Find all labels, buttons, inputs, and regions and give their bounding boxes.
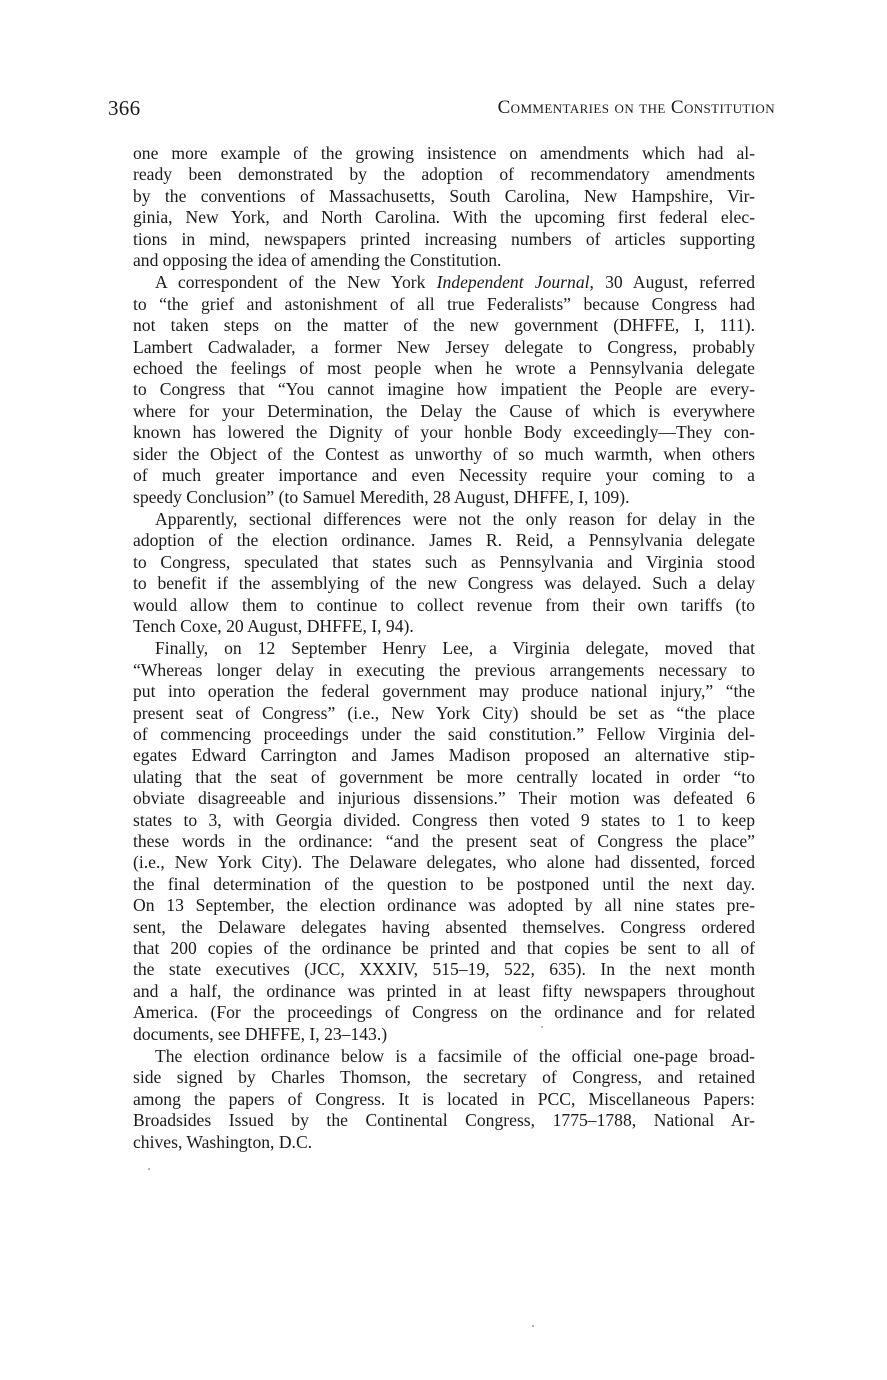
text-line: (i.e., New York City). The Delaware delegates, who alone had dissented, forced — [133, 852, 755, 873]
text-line: adoption of the election ordinance. James R. Reid, a Pennsylvania delegate — [133, 530, 755, 551]
text-line: these words in the ordinance: “and the present seat of Congress the place” — [133, 831, 755, 851]
text-run: A correspondent of the New York — [155, 272, 437, 293]
text-line: by the conventions of Massachusetts, South Carolina, New Hampshire, Vir- — [133, 185, 755, 206]
text-line: echoed the feelings of most people when he wrote a Pennsylvania delegate — [133, 358, 755, 379]
text-line: ginia, New York, and North Carolina. With the upcoming first federal elec- — [133, 207, 755, 228]
paragraph-2 — [133, 272, 755, 507]
text-line: of much greater importance and even Necessity require your coming to a — [133, 465, 755, 486]
text-line: On 13 September, the election ordinance was adopted by all nine states pre- — [133, 895, 755, 916]
body-text — [133, 143, 755, 1153]
text-line — [133, 272, 755, 293]
text-line: sider the Object of the Contest as unworthy of so much warmth, when others — [133, 443, 755, 464]
paragraph-1 — [133, 143, 755, 271]
text-line: egates Edward Carrington and James Madison proposed an alternative stip- — [133, 745, 755, 766]
text-line: states to 3, with Georgia divided. Congress then voted 9 states to 1 to keep — [133, 809, 755, 830]
text-line: the state executives (JCC, XXXIV, 515–19, 522, 635). In the next month — [133, 959, 755, 980]
paragraph-3 — [133, 509, 755, 637]
text-line: put into operation the federal government may produce national injury,” “the — [133, 681, 755, 702]
text-line: where for your Determination, the Delay the Cause of which is everywhere — [133, 400, 755, 421]
text-line: Apparently, sectional differences were not the only reason for delay in the — [155, 508, 755, 529]
text-line: to Congress that “You cannot imagine how impatient the People are every- — [133, 379, 755, 400]
text-line: Lambert Cadwalader, a former New Jersey delegate to Congress, probably — [133, 336, 755, 357]
text-line: not taken steps on the matter of the new government (DHFFE, I, 111). — [133, 315, 755, 336]
text-line: America. (For the proceedings of Congress on the ordinance and for related — [133, 1002, 755, 1023]
text-line: Finally, on 12 September Henry Lee, a Virginia delegate, moved that — [155, 638, 755, 659]
text-line: “Whereas longer delay in executing the previous arrangements necessary to — [133, 659, 755, 680]
text-line: The election ordinance below is a facsimile of the official one-page broad- — [155, 1046, 755, 1067]
text-line: and a half, the ordinance was printed in at least fifty newspapers throughout — [133, 980, 755, 1001]
text-line: among the papers of Congress. It is located in PCC, Miscellaneous Papers: — [133, 1088, 755, 1109]
text-line: side signed by Charles Thomson, the secretary of Congress, and retained — [133, 1067, 755, 1088]
text-run: , 30 August, referred — [589, 272, 755, 293]
paragraph-5 — [133, 1046, 755, 1153]
page-number: 366 — [108, 96, 141, 120]
text-line: one more example of the growing insistence on amendments which had al- — [133, 143, 755, 163]
text-line: that 200 copies of the ordinance be printed and that copies be sent to all of — [133, 938, 755, 959]
text-line: ready been demonstrated by the adoption of recommendatory amendments — [133, 164, 755, 185]
text-line: of commencing proceedings under the said constitution.” Fellow Virginia del- — [133, 723, 755, 744]
text-line: known has lowered the Dignity of your honble Body exceedingly—They con- — [133, 422, 755, 443]
scan-speck — [532, 1325, 534, 1327]
text-line: documents, see DHFFE, I, 23–143.) — [133, 1023, 388, 1044]
scan-speck — [148, 1168, 150, 1170]
text-line: and opposing the idea of amending the Constitution. — [133, 250, 502, 271]
text-line: Broadsides Issued by the Continental Congress, 1775–1788, National Ar- — [133, 1110, 755, 1131]
paragraph-4 — [133, 638, 755, 1045]
text-line: chives, Washington, D.C. — [133, 1131, 313, 1152]
newspaper-title: Independent Journal — [436, 272, 590, 293]
text-line: Tench Coxe, 20 August, DHFFE, I, 94). — [133, 615, 414, 636]
text-line: ulating that the seat of government be more centrally located in order “to — [133, 766, 755, 787]
text-line: tions in mind, newspapers printed increasing numbers of articles supporting — [133, 228, 755, 249]
scan-speck — [541, 1026, 543, 1028]
text-line: to “the grief and astonishment of all true Federalists” because Congress had — [133, 293, 755, 314]
text-line: obviate disagreeable and injurious dissensions.” Their motion was defeated 6 — [133, 788, 755, 809]
text-line: present seat of Congress” (i.e., New York City) should be set as “the place — [133, 702, 755, 723]
text-line: to benefit if the assemblying of the new Congress was delayed. Such a delay — [133, 573, 755, 594]
running-head — [108, 96, 775, 124]
text-line: would allow them to continue to collect revenue from their own tariffs (to — [133, 594, 755, 615]
text-line: sent, the Delaware delegates having absented themselves. Congress ordered — [133, 916, 755, 937]
text-line: to Congress, speculated that states such as Pennsylvania and Virginia stood — [133, 551, 755, 572]
text-line: speedy Conclusion” (to Samuel Meredith, 28 August, DHFFE, I, 109). — [133, 486, 630, 507]
running-title: Commentaries on the Constitution — [497, 97, 775, 118]
text-line: the final determination of the question to be postponed until the next day. — [133, 873, 755, 894]
